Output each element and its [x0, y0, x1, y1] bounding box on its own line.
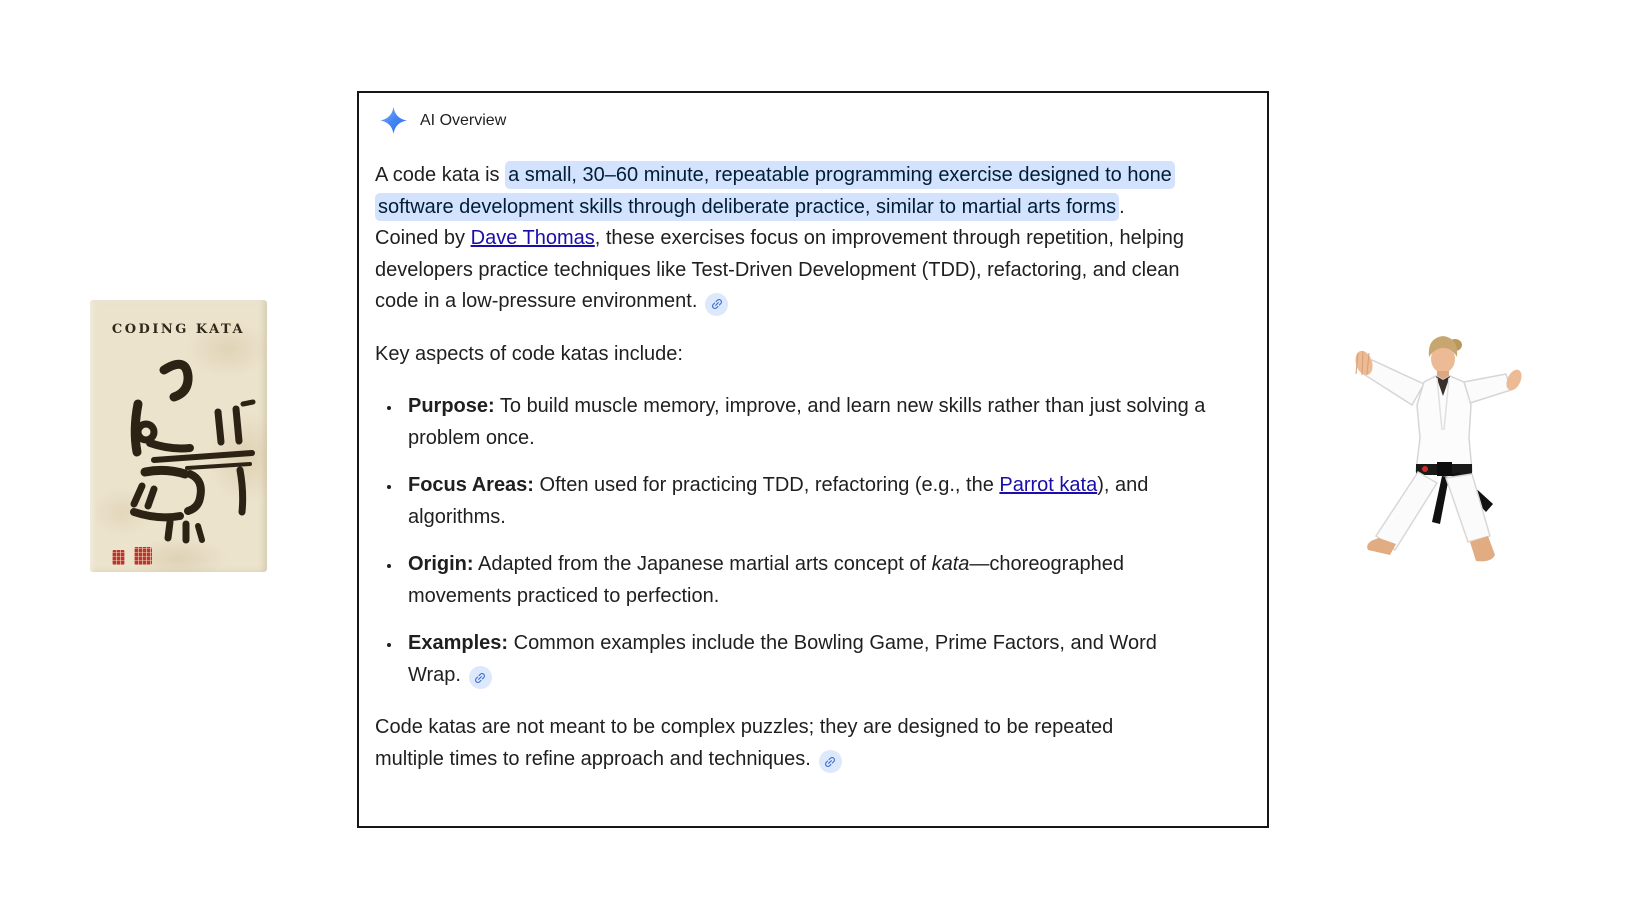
- intro-text: . Coined by: [375, 195, 1125, 249]
- intro-paragraph: [375, 160, 1187, 318]
- red-seal-stamp-icon: [134, 547, 152, 565]
- key-aspects-heading: Key aspects of code katas include:: [375, 342, 683, 365]
- bullet-italic-term: kata: [931, 553, 970, 575]
- bullet-text: To build muscle memory, improve, and learn new skills rather than just solving a problem once.: [408, 395, 1206, 449]
- citation-chip[interactable]: [819, 750, 842, 773]
- list-item-focus-areas: [402, 470, 1214, 533]
- intro-text: , these exercises focus on improvement through repetition, helping developers practice techniques like Test-Driven Development (TDD), refactoring, and clean code in a low-pressure environment.: [375, 227, 1184, 312]
- bullet-text: —choreographed movements practiced to perfection.: [408, 553, 1124, 607]
- karate-kata-image[interactable]: [1338, 330, 1533, 570]
- bullet-label: Focus Areas:: [408, 474, 534, 496]
- red-seal-stamp-icon: [112, 550, 125, 565]
- karate-person-illustration: [1338, 330, 1533, 570]
- coding-kata-artwork-image[interactable]: [90, 300, 267, 572]
- key-aspects-list: [375, 391, 1214, 691]
- parrot-kata-link[interactable]: Parrot kata: [999, 474, 1098, 496]
- list-item-origin: [402, 549, 1214, 612]
- bullet-text: Adapted from the Japanese martial arts concept of: [473, 553, 932, 575]
- ai-overview-header: [380, 107, 1227, 134]
- bullet-text: Often used for practicing TDD, refactoring (e.g., the: [533, 474, 1000, 496]
- artwork-title: CODING KATA: [111, 322, 246, 337]
- outro-paragraph: [375, 712, 1187, 775]
- highlighted-snippet: a small, 30–60 minute, repeatable programming exercise designed to hone software development skills through deliberate practice, similar to martial arts forms: [375, 161, 1175, 221]
- outro-text: Code katas are not meant to be complex puzzles; they are designed to be repeated multiple times to refine approach and techniques.: [375, 716, 1114, 770]
- bullet-label: Purpose:: [408, 395, 495, 417]
- bullet-label: Examples:: [408, 632, 509, 654]
- citation-chip[interactable]: [469, 666, 492, 689]
- brush-figure-illustration: [90, 300, 267, 572]
- ai-sparkle-icon: [380, 107, 407, 134]
- link-icon: [471, 668, 491, 688]
- intro-text: A code kata is: [375, 164, 506, 186]
- bullet-text: Common examples include the Bowling Game, Prime Factors, and Word Wrap.: [408, 632, 1157, 686]
- bullet-text: ), and algorithms.: [408, 474, 1149, 528]
- citation-chip[interactable]: [705, 293, 728, 316]
- dave-thomas-link[interactable]: Dave Thomas: [470, 227, 595, 249]
- ai-overview-title: AI Overview: [420, 112, 507, 129]
- link-icon: [707, 294, 727, 314]
- list-item-examples: [402, 628, 1214, 691]
- link-icon: [820, 752, 840, 772]
- list-item-purpose: [402, 391, 1214, 454]
- bullet-label: Origin:: [408, 553, 474, 575]
- ai-overview-card: [357, 91, 1269, 828]
